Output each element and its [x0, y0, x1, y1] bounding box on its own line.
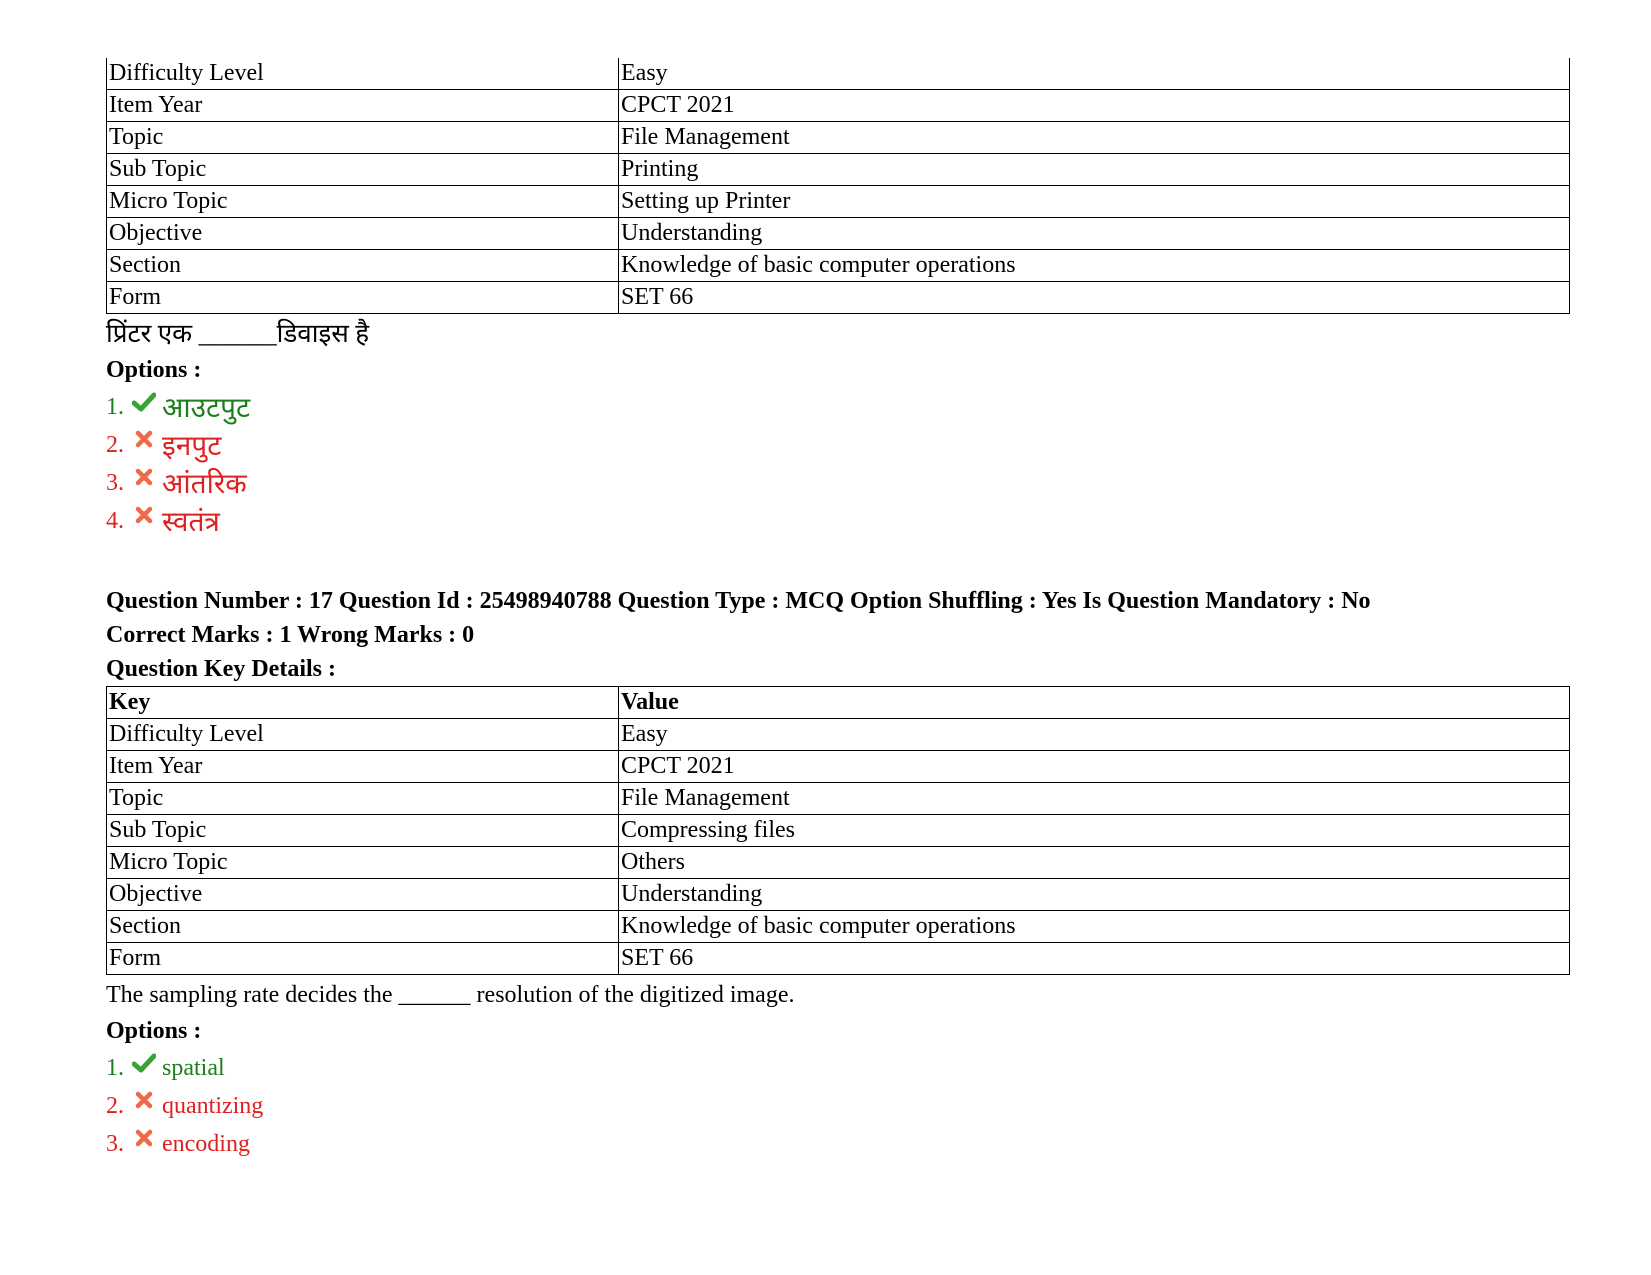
option-text: spatial — [162, 1054, 225, 1081]
key-cell: Section — [107, 911, 619, 943]
option-number: 4. — [106, 507, 124, 534]
key-cell: Topic — [107, 122, 619, 154]
option-number: 2. — [106, 431, 124, 458]
table-row — [107, 250, 1570, 282]
value-cell: Compressing files — [619, 815, 1570, 847]
option-text: स्वतंत्र — [162, 507, 220, 538]
check-icon — [130, 1053, 158, 1083]
options-list-1 — [106, 388, 1570, 540]
value-cell: Understanding — [619, 879, 1570, 911]
value-cell: Setting up Printer — [619, 186, 1570, 218]
option-number: 1. — [106, 1054, 124, 1081]
value-cell: File Management — [619, 122, 1570, 154]
option-4 — [106, 502, 1570, 540]
table-row — [107, 186, 1570, 218]
options-list-2 — [106, 1049, 1570, 1163]
key-cell: Sub Topic — [107, 815, 619, 847]
value-cell: Printing — [619, 154, 1570, 186]
value-cell: Understanding — [619, 218, 1570, 250]
option-text: quantizing — [162, 1092, 264, 1119]
question-text-1: प्रिंटर एक ______डिवाइस है — [106, 319, 370, 348]
question-key-table-2 — [106, 686, 1570, 975]
value-cell: Easy — [619, 719, 1570, 751]
value-cell: File Management — [619, 783, 1570, 815]
options-heading-2: Options : — [106, 1018, 202, 1044]
option-3 — [106, 464, 1570, 502]
option-text: आंतरिक — [162, 469, 247, 500]
key-details-heading: Question Key Details : — [106, 656, 336, 682]
table-row — [107, 815, 1570, 847]
table-row — [107, 122, 1570, 154]
value-cell: SET 66 — [619, 282, 1570, 314]
table-row — [107, 911, 1570, 943]
table-row — [107, 282, 1570, 314]
table-row — [107, 879, 1570, 911]
table-row — [107, 847, 1570, 879]
key-cell: Section — [107, 250, 619, 282]
cross-icon — [130, 468, 158, 498]
option-number: 3. — [106, 1130, 124, 1157]
table-row — [107, 218, 1570, 250]
key-cell: Topic — [107, 783, 619, 815]
table-row — [107, 58, 1570, 90]
key-cell: Item Year — [107, 90, 619, 122]
table-row — [107, 90, 1570, 122]
option-2 — [106, 1087, 1570, 1125]
table-header-row — [107, 687, 1570, 719]
table-row — [107, 943, 1570, 975]
value-cell: CPCT 2021 — [619, 90, 1570, 122]
option-1 — [106, 388, 1570, 426]
option-2 — [106, 426, 1570, 464]
option-1 — [106, 1049, 1570, 1087]
question-key-table-1 — [106, 58, 1570, 314]
option-text: इनपुट — [162, 431, 222, 462]
key-cell: Objective — [107, 218, 619, 250]
key-cell: Difficulty Level — [107, 58, 619, 90]
cross-icon — [130, 1129, 158, 1159]
key-cell: Micro Topic — [107, 847, 619, 879]
value-cell: Others — [619, 847, 1570, 879]
value-cell: Knowledge of basic computer operations — [619, 250, 1570, 282]
table-row — [107, 154, 1570, 186]
column-header-key: Key — [107, 687, 619, 719]
value-cell: CPCT 2021 — [619, 751, 1570, 783]
question-text-2: The sampling rate decides the ______ resolution of the digitized image. — [106, 982, 795, 1008]
key-cell: Sub Topic — [107, 154, 619, 186]
cross-icon — [130, 506, 158, 536]
question-meta-line: Question Number : 17 Question Id : 25498940788 Question Type : MCQ Option Shuffling : Yes Is Question Mandatory : No — [106, 588, 1371, 614]
value-cell: SET 66 — [619, 943, 1570, 975]
option-3 — [106, 1125, 1570, 1163]
check-icon — [130, 392, 158, 422]
key-cell: Objective — [107, 879, 619, 911]
table-row — [107, 751, 1570, 783]
key-cell: Micro Topic — [107, 186, 619, 218]
table-row — [107, 719, 1570, 751]
value-cell: Knowledge of basic computer operations — [619, 911, 1570, 943]
marks-line: Correct Marks : 1 Wrong Marks : 0 — [106, 622, 475, 648]
option-text: encoding — [162, 1130, 250, 1157]
key-cell: Form — [107, 282, 619, 314]
option-number: 2. — [106, 1092, 124, 1119]
option-number: 3. — [106, 469, 124, 496]
key-cell: Difficulty Level — [107, 719, 619, 751]
cross-icon — [130, 1091, 158, 1121]
block-spacer — [106, 540, 1570, 584]
question-paper — [106, 58, 1570, 1163]
key-cell: Form — [107, 943, 619, 975]
key-cell: Item Year — [107, 751, 619, 783]
cross-icon — [130, 430, 158, 460]
options-heading-1: Options : — [106, 357, 202, 383]
table-row — [107, 783, 1570, 815]
value-cell: Easy — [619, 58, 1570, 90]
option-number: 1. — [106, 393, 124, 420]
option-text: आउटपुट — [162, 393, 251, 424]
column-header-value: Value — [619, 687, 1570, 719]
